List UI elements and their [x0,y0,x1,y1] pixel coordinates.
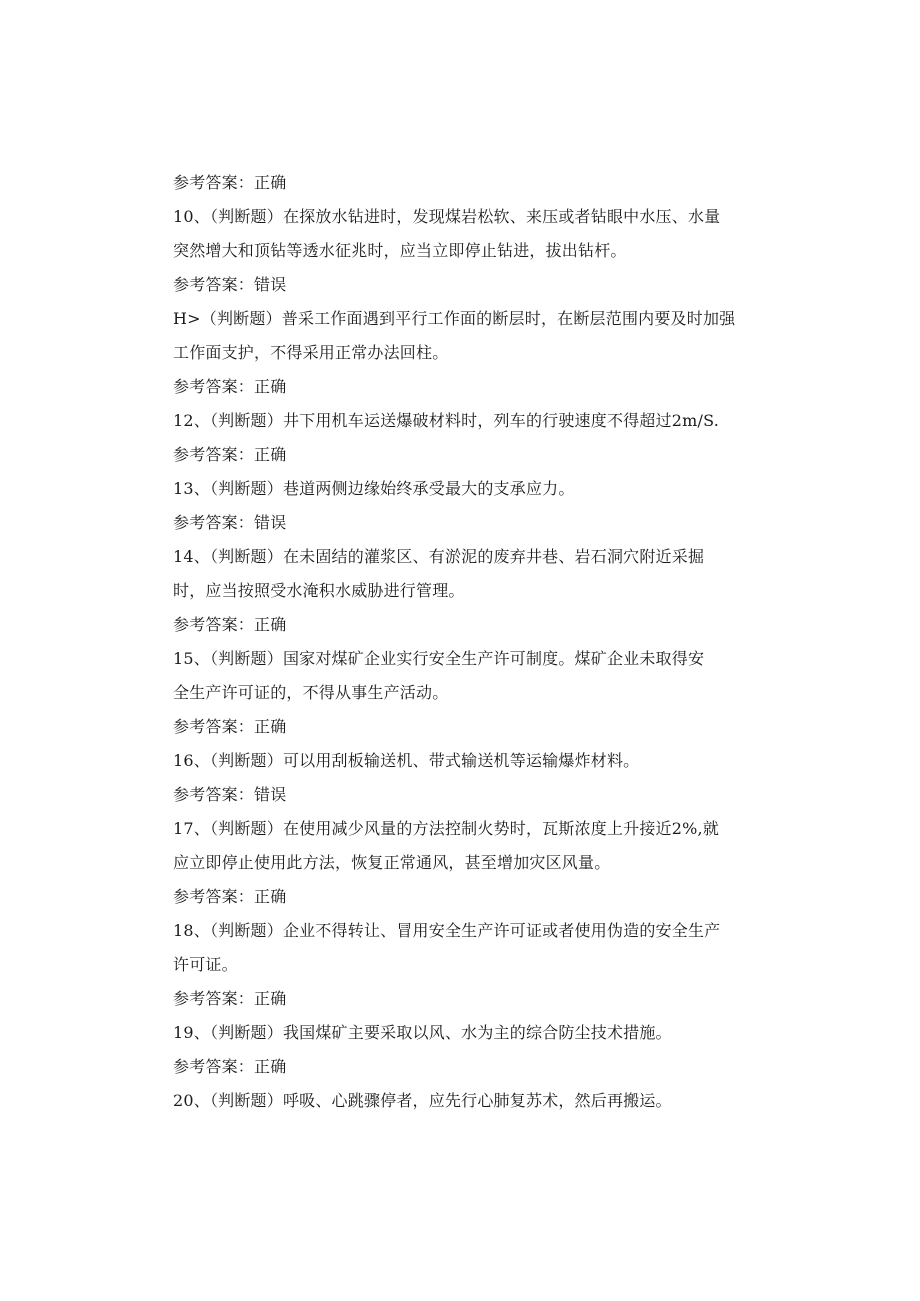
answer-line: 参考答案：正确 [173,887,287,906]
answer-line: 参考答案：正确 [173,173,287,192]
answer-line: 参考答案：正确 [173,1057,287,1076]
answer-line: 参考答案：正确 [173,615,287,634]
answer-line: 参考答案：正确 [173,445,287,464]
answer-line: 参考答案：错误 [173,785,287,804]
question-line: 时，应当按照受水淹积水威胁进行管理。 [173,581,465,600]
question-list [173,166,753,1118]
answer-line: 参考答案：错误 [173,275,287,294]
answer-line: 参考答案：正确 [173,989,287,1008]
question-line: 17、（判断题）在使用减少风量的方法控制火势时，瓦斯浓度上升接近2%,就 [173,819,720,838]
question-line: 应立即停止使用此方法，恢复正常通风，甚至增加灾区风量。 [173,853,611,872]
question-line: 许可证。 [173,955,238,974]
answer-line: 参考答案：正确 [173,717,287,736]
question-line: 10、（判断题）在探放水钻进时，发现煤岩松软、来压或者钻眼中水压、水量 [173,207,721,226]
question-line: 14、（判断题）在未固结的灌浆区、有淤泥的废弃井巷、岩石洞穴附近采掘 [173,547,705,566]
question-line: 15、（判断题）国家对煤矿企业实行安全生产许可制度。煤矿企业未取得安 [173,649,705,668]
answer-line: 参考答案：正确 [173,377,287,396]
question-line: 全生产许可证的，不得从事生产活动。 [173,683,449,702]
question-line: 12、（判断题）井下用机车运送爆破材料时，列车的行驶速度不得超过2m/S. [173,411,719,430]
question-line: 18、（判断题）企业不得转让、冒用安全生产许可证或者使用伪造的安全生产 [173,921,721,940]
question-line: 13、（判断题）巷道两侧边缘始终承受最大的支承应力。 [173,479,575,498]
question-line: 20、（判断题）呼吸、心跳骤停者，应先行心肺复苏术，然后再搬运。 [173,1091,672,1110]
answer-line: 参考答案：错误 [173,513,287,532]
question-line: 工作面支护，不得采用正常办法回柱。 [173,343,449,362]
question-line: 突然增大和顶钻等透水征兆时，应当立即停止钻进，拔出钻杆。 [173,241,627,260]
question-line: 19、（判断题）我国煤矿主要采取以风、水为主的综合防尘技术措施。 [173,1023,672,1042]
question-line: 16、（判断题）可以用刮板输送机、带式输送机等运输爆炸材料。 [173,751,640,770]
question-line: H>（判断题）普采工作面遇到平行工作面的断层时，在断层范围内要及时加强 [173,309,736,328]
